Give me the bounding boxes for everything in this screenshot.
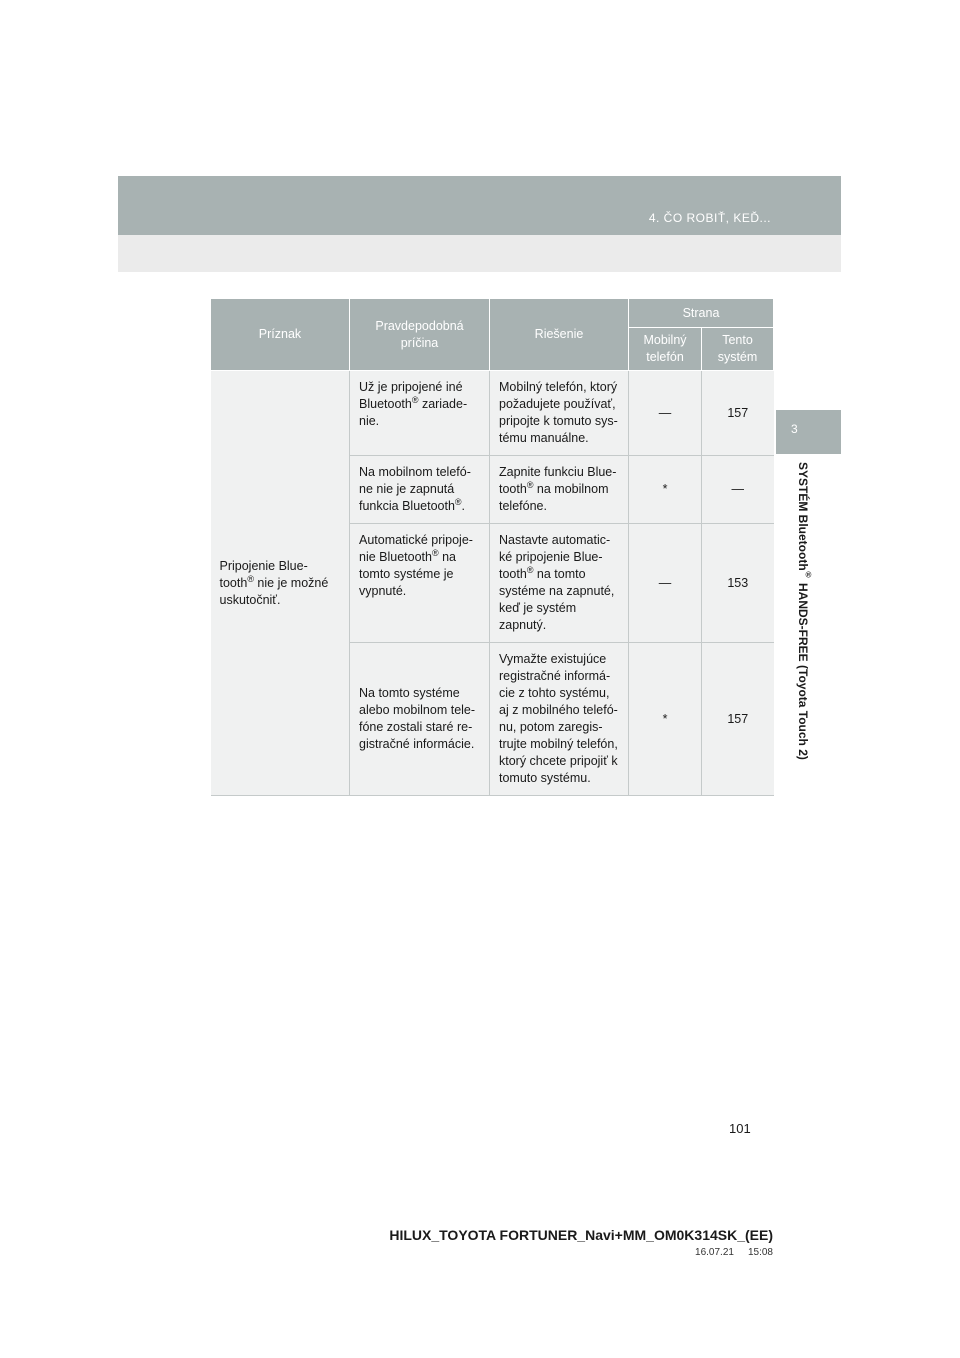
chapter-tab bbox=[776, 410, 841, 454]
document-time: 15:08 bbox=[747, 1247, 773, 1258]
cause-cell: Už je pripojené iné Bluetooth® zariade-nie. bbox=[350, 371, 490, 456]
header-solution: Riešenie bbox=[490, 299, 629, 371]
document-date: 16.07.21 bbox=[695, 1247, 734, 1258]
solution-cell: Vymažte existujúce registračné informá-cie z tohto systému, aj z mobilného telefó-nu, potom zaregis-trujte mobilný telefón, ktorý chcete pripojiť k tomuto systému. bbox=[490, 643, 629, 796]
system-page-cell: 157 bbox=[702, 643, 774, 796]
document-timestamp bbox=[681, 1247, 773, 1258]
cause-cell: Automatické pripoje-nie Bluetooth® na tomto systéme je vypnuté. bbox=[350, 524, 490, 643]
page-number: 101 bbox=[729, 1121, 751, 1136]
cause-cell: Na tomto systéme alebo mobilnom tele-fóne zostali staré re-gistračné informácie. bbox=[350, 643, 490, 796]
system-page-cell: — bbox=[702, 456, 774, 524]
header-cause: Pravdepodobná príčina bbox=[350, 299, 490, 371]
solution-cell: Zapnite funkciu Blue-tooth® na mobilnom telefóne. bbox=[490, 456, 629, 524]
phone-page-cell: * bbox=[629, 643, 702, 796]
system-page-cell: 157 bbox=[702, 371, 774, 456]
chapter-title-vertical: SYSTÉM Bluetooth® HANDS-FREE (Toyota Touch 2) bbox=[796, 462, 813, 760]
document-title: HILUX_TOYOTA FORTUNER_Navi+MM_OM0K314SK_(EE) bbox=[389, 1227, 773, 1243]
chapter-number: 3 bbox=[791, 422, 798, 436]
troubleshooting-table bbox=[210, 298, 774, 796]
phone-page-cell: — bbox=[629, 524, 702, 643]
solution-cell: Nastavte automatic-ké pripojenie Blue-tooth® na tomto systéme na zapnuté, keď je systém zapnutý. bbox=[490, 524, 629, 643]
header-system: Tento systém bbox=[702, 328, 774, 371]
cause-cell: Na mobilnom telefó-ne nie je zapnutá funkcia Bluetooth®. bbox=[350, 456, 490, 524]
system-page-cell: 153 bbox=[702, 524, 774, 643]
header-band bbox=[118, 176, 841, 272]
header-symptom: Príznak bbox=[211, 299, 350, 371]
solution-cell: Mobilný telefón, ktorý požadujete používať, pripojte k tomuto sys-tému manuálne. bbox=[490, 371, 629, 456]
section-title: 4. ČO ROBIŤ, KEĎ... bbox=[648, 211, 771, 225]
phone-page-cell: * bbox=[629, 456, 702, 524]
header-phone: Mobilný telefón bbox=[629, 328, 702, 371]
header-page: Strana bbox=[629, 299, 774, 328]
phone-page-cell: — bbox=[629, 371, 702, 456]
header-bar bbox=[118, 176, 841, 235]
symptom-cell: Pripojenie Blue-tooth® nie je možné uskutočniť. bbox=[211, 371, 350, 796]
table-row bbox=[211, 371, 774, 456]
